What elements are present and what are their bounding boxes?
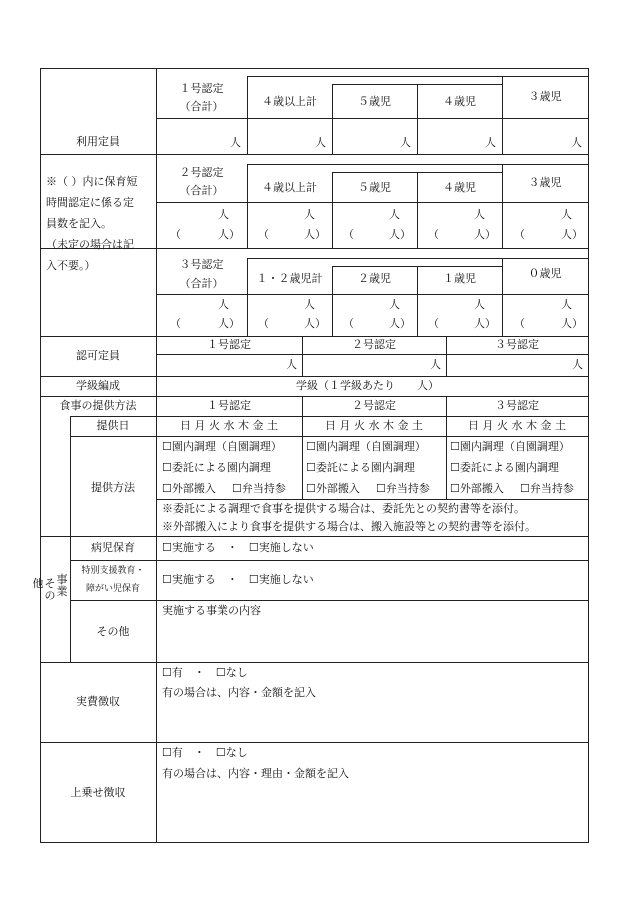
- g1-label: １号認定: [179, 82, 224, 95]
- g3-paren-unit: 人）: [389, 317, 411, 330]
- other-vlabel-col3: 他: [32, 577, 44, 590]
- meal-days: 日 月 火 水 木 金 土: [468, 419, 566, 432]
- meal-label: 食事の提供方法: [59, 399, 137, 412]
- riyou-note-5: 入不要。）: [46, 259, 96, 272]
- meal-opt-self[interactable]: ☐園内調理（自園調理）: [450, 440, 570, 453]
- g3-paren-open: （: [428, 317, 439, 330]
- sick-care-label: 病児保育: [91, 541, 135, 554]
- g2-col2: ５歳児: [358, 181, 391, 194]
- g1-unit: 人: [571, 136, 582, 149]
- uwanose-label: 上乗せ徴収: [70, 786, 126, 799]
- g3-unit: 人: [218, 298, 229, 311]
- riyou-note-2: 時間認定に係る定: [46, 196, 134, 209]
- g3-label: ３号認定: [179, 258, 224, 271]
- meal-header-2: ２号認定: [352, 399, 396, 412]
- other-vlabel-col1: そ の: [44, 577, 56, 602]
- g3-paren-open: （: [343, 317, 354, 330]
- sick-care-value[interactable]: ☐実施する ・ ☐実施しない: [162, 541, 314, 554]
- g2-unit: 人: [474, 208, 485, 221]
- g3-paren-unit: 人）: [304, 317, 326, 330]
- jippi-note: 有の場合は、内容・金額を記入: [162, 686, 316, 699]
- g1-unit: 人: [400, 136, 411, 149]
- g2-paren-open: （: [258, 228, 269, 241]
- meal-opt-outsourced[interactable]: ☐委託による園内調理: [162, 461, 271, 474]
- meal-opt-self[interactable]: ☐園内調理（自園調理）: [162, 440, 282, 453]
- g3-paren-unit: 人）: [474, 317, 496, 330]
- riyou-label: 利用定員: [76, 135, 120, 148]
- special-support-label-2: 障がい児保育: [85, 584, 140, 594]
- ninka-header-2: ２号認定: [352, 338, 396, 351]
- meal-opt-bento[interactable]: ☐弁当持参: [232, 482, 286, 495]
- meal-opt-delivery[interactable]: ☐外部搬入: [306, 482, 360, 495]
- g3-unit: 人: [474, 298, 485, 311]
- g3-paren-open: （: [514, 317, 525, 330]
- riyou-note-4: （未定の場合は記: [46, 238, 134, 251]
- other-etc-label: その他: [96, 625, 130, 638]
- g3-unit: 人: [389, 298, 400, 311]
- g2-paren-open: （: [170, 228, 181, 241]
- g2-col3: ４歳児: [443, 181, 476, 194]
- meal-days: 日 月 火 水 木 金 土: [180, 419, 278, 432]
- g2-col4: ３歳児: [528, 176, 562, 189]
- ninka-unit: 人: [286, 358, 297, 371]
- jippi-check[interactable]: ☐有 ・ ☐なし: [162, 666, 248, 679]
- g3-unit: 人: [304, 298, 315, 311]
- other-etc-value[interactable]: 実施する事業の内容: [162, 604, 261, 617]
- g2-paren-open: （: [514, 228, 525, 241]
- g2-label: ２号認定: [179, 166, 224, 179]
- meal-method-label: 提供方法: [91, 481, 135, 494]
- meal-header-3: ３号認定: [495, 399, 539, 412]
- ninka-label: 認可定員: [76, 349, 120, 362]
- g1-unit: 人: [315, 136, 326, 149]
- jippi-label: 実費徴収: [76, 695, 120, 708]
- special-support-label-1: 特別支援教育・: [81, 566, 145, 576]
- g1-col3: ４歳児: [443, 95, 476, 108]
- meal-note-1: ※委託による調理で食事を提供する場合は、委託先との契約書等を添付。: [162, 502, 525, 515]
- g1-col4: ３歳児: [528, 90, 562, 103]
- g3-paren-unit: 人）: [561, 317, 583, 330]
- g2-paren-unit: 人）: [218, 228, 240, 241]
- meal-opt-self[interactable]: ☐園内調理（自園調理）: [306, 440, 426, 453]
- g2-paren-open: （: [428, 228, 439, 241]
- meal-opt-bento[interactable]: ☐弁当持参: [520, 482, 574, 495]
- meal-header-1: １号認定: [207, 399, 251, 412]
- g3-col2: ２歳児: [358, 272, 391, 285]
- g3-col4: ０歳児: [528, 267, 562, 280]
- g2-unit: 人: [561, 208, 572, 221]
- g3-unit: 人: [561, 298, 572, 311]
- gakkyu-label: 学級編成: [76, 379, 120, 392]
- ninka-unit: 人: [430, 358, 441, 371]
- ninka-header-1: １号認定: [207, 338, 251, 351]
- g1-sub: （合計）: [179, 100, 224, 113]
- g2-paren-unit: 人）: [389, 228, 411, 241]
- g2-unit: 人: [218, 208, 229, 221]
- g2-sub: （合計）: [179, 184, 224, 197]
- g3-paren-open: （: [170, 317, 181, 330]
- g3-paren-unit: 人）: [218, 317, 240, 330]
- meal-days: 日 月 火 水 木 金 土: [325, 419, 423, 432]
- other-vlabel-col2: 事 業: [56, 573, 68, 598]
- meal-opt-bento[interactable]: ☐弁当持参: [376, 482, 430, 495]
- g2-paren-unit: 人）: [474, 228, 496, 241]
- g2-paren-open: （: [343, 228, 354, 241]
- g1-col2: ５歳児: [358, 95, 391, 108]
- meal-opt-outsourced[interactable]: ☐委託による園内調理: [450, 461, 559, 474]
- g3-col1: １・２歳児計: [256, 272, 323, 285]
- g3-col3: １歳児: [443, 272, 476, 285]
- uwanose-check[interactable]: ☐有 ・ ☐なし: [162, 746, 248, 759]
- meal-opt-delivery[interactable]: ☐外部搬入: [450, 482, 504, 495]
- ninka-unit: 人: [572, 358, 583, 371]
- g2-col1: ４歳以上計: [262, 181, 317, 194]
- g2-paren-unit: 人）: [561, 228, 583, 241]
- g2-unit: 人: [389, 208, 400, 221]
- g3-paren-open: （: [258, 317, 269, 330]
- g1-col1: ４歳以上計: [262, 95, 317, 108]
- meal-opt-delivery[interactable]: ☐外部搬入: [162, 482, 216, 495]
- gakkyu-value: 学級（１学級あたり 人）: [296, 379, 439, 392]
- riyou-note-1: ※（ ）内に保育短: [46, 175, 138, 188]
- meal-note-2: ※外部搬入により食事を提供する場合は、搬入施設等との契約書等を添付。: [162, 520, 536, 533]
- riyou-note-3: 員数を記入。: [46, 217, 112, 230]
- g1-unit: 人: [230, 136, 241, 149]
- g1-unit: 人: [485, 136, 496, 149]
- meal-days-label: 提供日: [96, 419, 130, 432]
- g2-paren-unit: 人）: [304, 228, 326, 241]
- g2-unit: 人: [304, 208, 315, 221]
- ninka-header-3: ３号認定: [495, 338, 539, 351]
- special-support-value[interactable]: ☐実施する ・ ☐実施しない: [162, 573, 314, 586]
- meal-opt-outsourced[interactable]: ☐委託による園内調理: [306, 461, 415, 474]
- uwanose-note: 有の場合は、内容・理由・金額を記入: [162, 767, 349, 780]
- g3-sub: （合計）: [179, 277, 224, 290]
